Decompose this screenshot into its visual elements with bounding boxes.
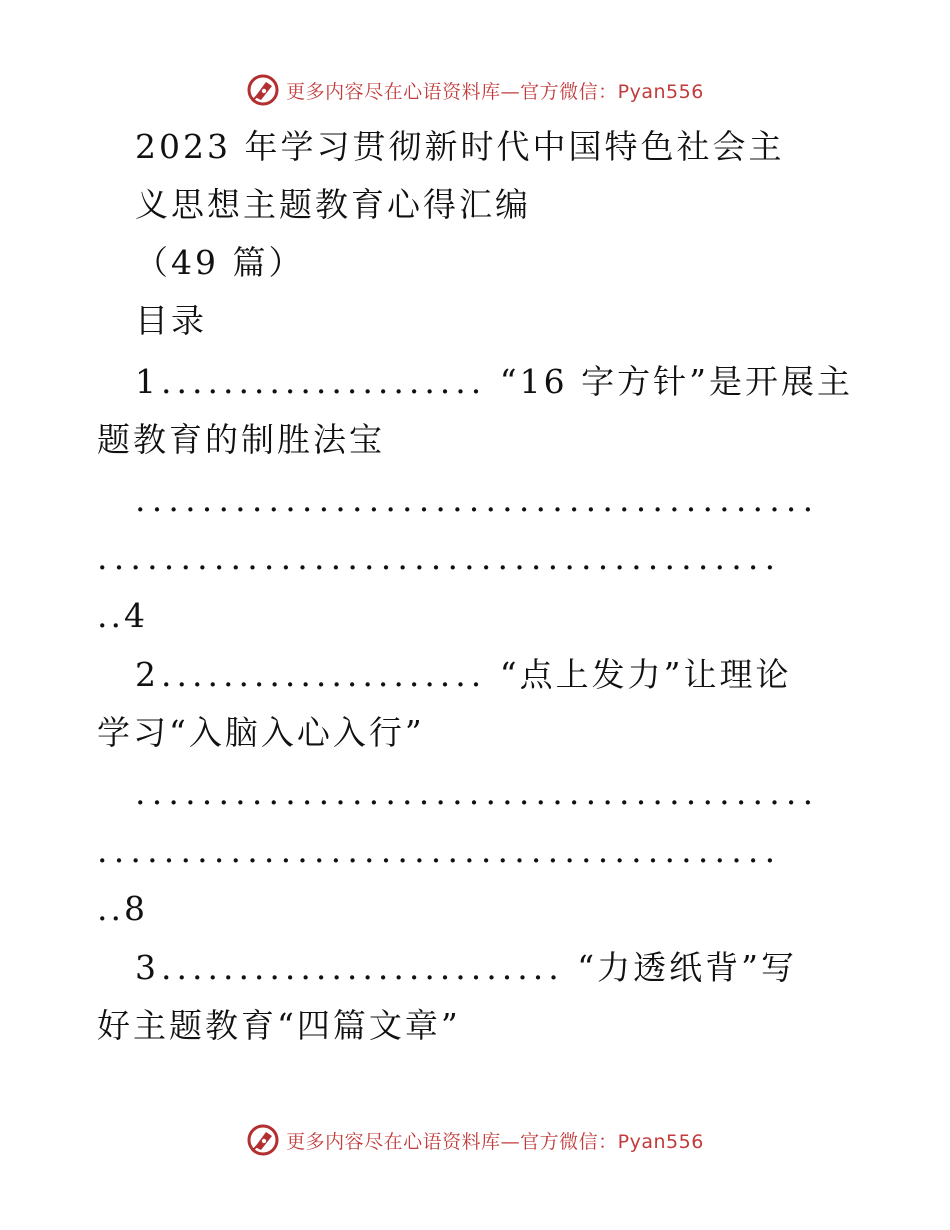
document-title-line-1: 2023 年学习贯彻新时代中国特色社会主 — [135, 127, 785, 166]
toc-item-3-title-line-2: 好主题教育“四篇文章” — [97, 1006, 461, 1045]
toc-item-2-leader-2: ......................................... — [97, 831, 782, 870]
toc-item-3-number: 3.......................... — [135, 948, 564, 987]
toc-item-1-title-line-1: “16 字方针”是开展主 — [499, 362, 854, 401]
toc-item-1-title — [135, 362, 853, 402]
toc-item-1-number: 1..................... — [135, 362, 487, 401]
toc-item-2-title — [135, 655, 792, 695]
toc-heading: 目录 — [135, 301, 207, 340]
footer-watermark — [0, 1120, 950, 1160]
toc-item-2-leader-1: ......................................... — [135, 773, 820, 812]
toc-item-2-title-line-2: 学习“入脑入心入行” — [97, 713, 425, 752]
header-watermark — [0, 70, 950, 110]
pen-nib-logo-icon — [246, 73, 280, 107]
watermark-text: 更多内容尽在心语资料库—官方微信： — [286, 1130, 618, 1153]
document-title-count: （49 篇） — [135, 243, 305, 282]
toc-item-1-leader-2: ......................................... — [97, 538, 782, 577]
pen-nib-logo-icon — [246, 1123, 280, 1157]
toc-item-1-title-line-2: 题教育的制胜法宝 — [97, 420, 385, 459]
toc-item-1-leader-1: ......................................... — [135, 480, 820, 519]
toc-item-2-number: 2..................... — [135, 655, 487, 694]
document-title-line-2: 义思想主题教育心得汇编 — [135, 185, 531, 224]
toc-item-2-page: ..8 — [97, 889, 148, 928]
toc-item-2-title-line-1: “点上发力”让理论 — [499, 655, 792, 694]
watermark-wechat-id: Pyan556 — [617, 1130, 704, 1153]
toc-item-3-title — [135, 948, 797, 988]
toc-item-3-title-line-1: “力透纸背”写 — [577, 948, 797, 987]
toc-item-1-page: ..4 — [97, 596, 148, 635]
watermark-wechat-id: Pyan556 — [617, 80, 704, 103]
watermark-text: 更多内容尽在心语资料库—官方微信： — [286, 80, 618, 103]
